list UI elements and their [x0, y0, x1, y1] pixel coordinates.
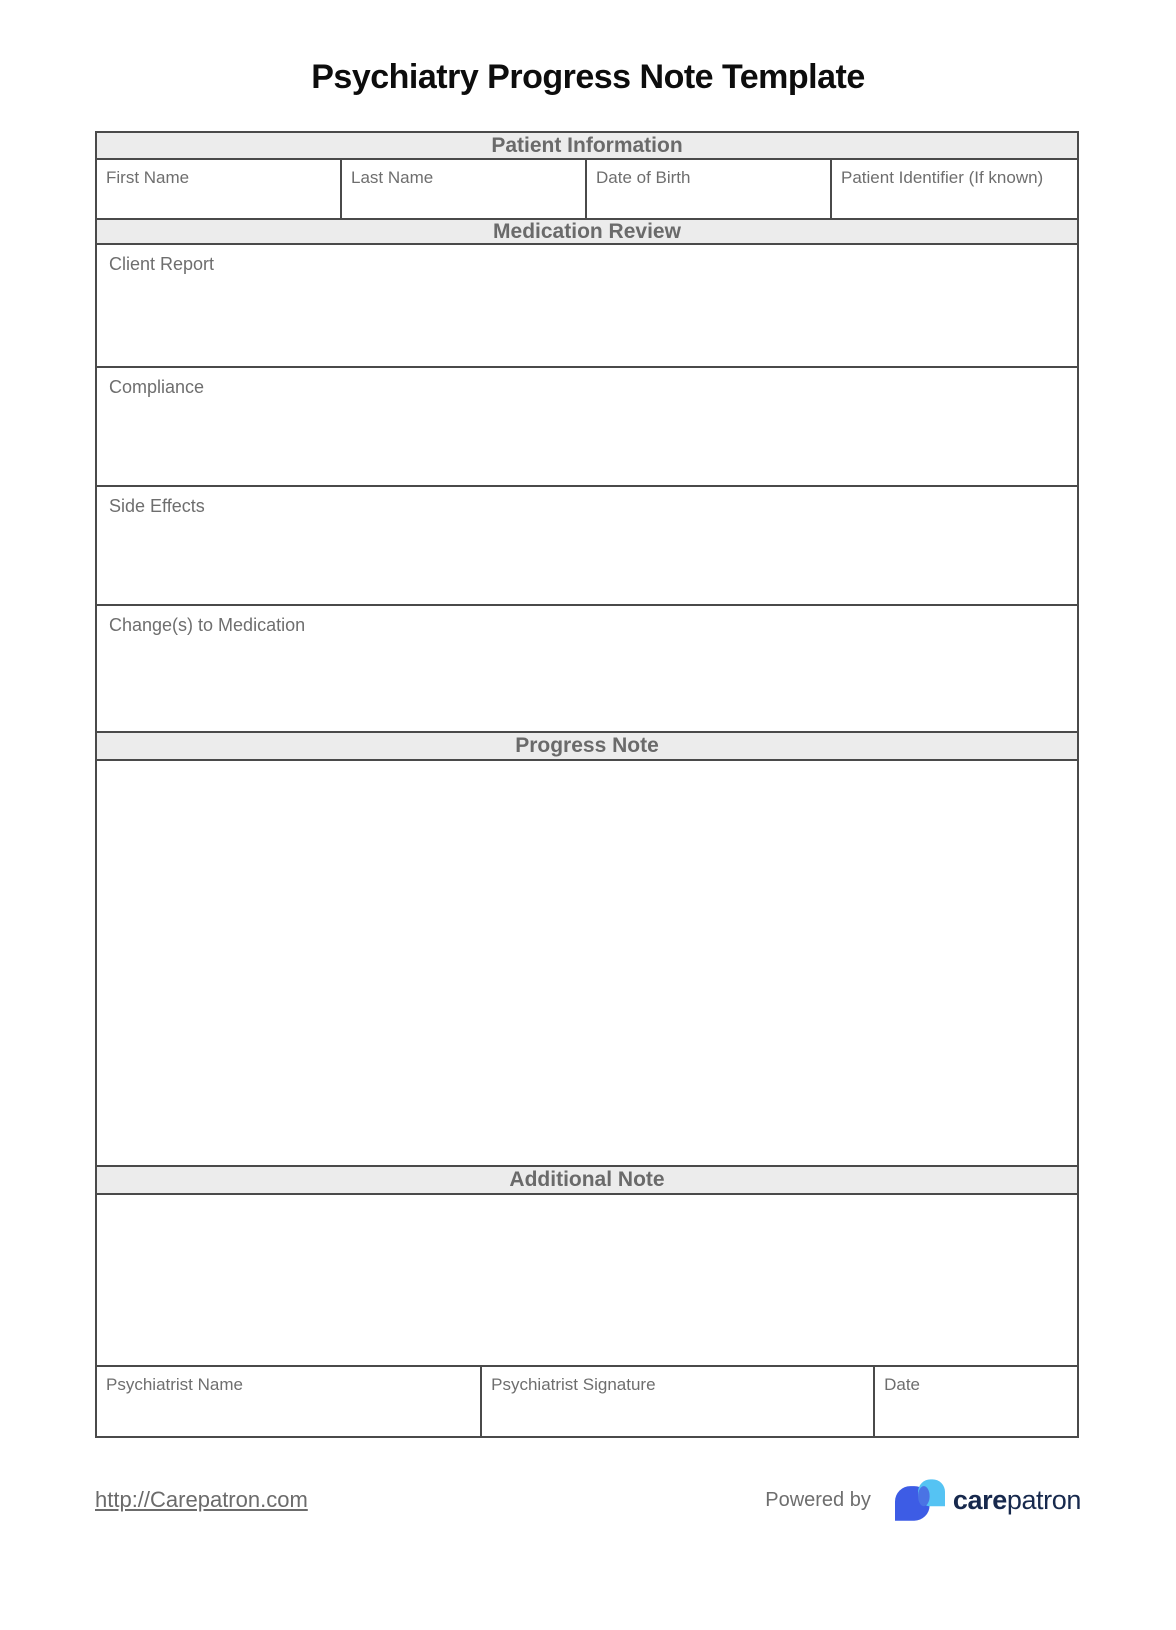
compliance-field[interactable]: [97, 366, 1077, 485]
patient-information-fields-row: [97, 158, 1077, 218]
side-effects-label: Side Effects: [109, 496, 205, 516]
psychiatrist-name-field[interactable]: [97, 1367, 482, 1436]
additional-note-field[interactable]: [97, 1193, 1077, 1365]
wordmark-patron: patron: [1006, 1484, 1081, 1515]
signature-row: [97, 1365, 1077, 1436]
changes-to-medication-field[interactable]: [97, 604, 1077, 731]
medication-review-header-label: Medication Review: [493, 219, 681, 243]
side-effects-field[interactable]: [97, 485, 1077, 604]
signature-date-label: Date: [884, 1375, 921, 1394]
last-name-label: Last Name: [351, 168, 434, 187]
page-title: Psychiatry Progress Note Template: [311, 58, 865, 96]
carepatron-logo-icon: [895, 1479, 945, 1522]
client-report-field[interactable]: [97, 243, 1077, 366]
patient-identifier-field[interactable]: [832, 160, 1077, 218]
first-name-field[interactable]: [97, 160, 342, 218]
powered-by-group: [765, 1479, 1081, 1522]
medication-review-header: [97, 218, 1077, 243]
progress-note-header: [97, 731, 1077, 759]
footer: [95, 1475, 1081, 1525]
date-of-birth-field[interactable]: [587, 160, 832, 218]
carepatron-url-link[interactable]: http://Carepatron.com: [95, 1487, 308, 1512]
compliance-label: Compliance: [109, 377, 205, 397]
carepatron-wordmark: [953, 1485, 1081, 1516]
patient-information-header-label: Patient Information: [491, 133, 683, 157]
patient-identifier-label: Patient Identifier (If known): [841, 168, 1044, 187]
psychiatrist-signature-label: Psychiatrist Signature: [491, 1375, 656, 1394]
additional-note-header-label: Additional Note: [509, 1168, 665, 1191]
psychiatrist-name-label: Psychiatrist Name: [106, 1375, 243, 1394]
progress-note-header-label: Progress Note: [515, 734, 659, 757]
powered-by-label: Powered by: [765, 1488, 871, 1511]
first-name-label: First Name: [106, 168, 190, 187]
last-name-field[interactable]: [342, 160, 587, 218]
wordmark-care: care: [952, 1484, 1007, 1515]
additional-note-header: [97, 1165, 1077, 1193]
signature-date-field[interactable]: [875, 1367, 1077, 1436]
psychiatrist-signature-field[interactable]: [482, 1367, 875, 1436]
progress-note-field[interactable]: [97, 759, 1077, 1165]
progress-note-form: [95, 131, 1079, 1438]
date-of-birth-label: Date of Birth: [596, 168, 691, 187]
changes-to-medication-label: Change(s) to Medication: [109, 615, 306, 635]
patient-information-header: [97, 133, 1077, 158]
client-report-label: Client Report: [109, 254, 215, 274]
